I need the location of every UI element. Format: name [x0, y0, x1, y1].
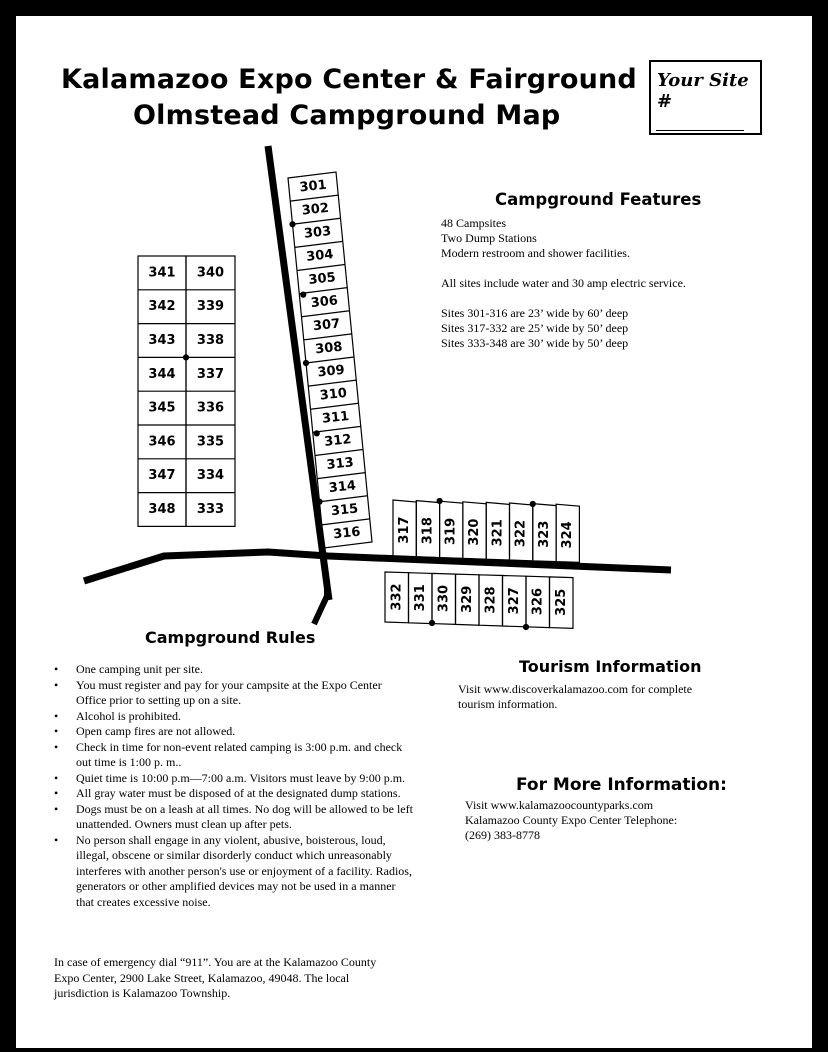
site-342: 342 [148, 299, 176, 315]
site-333: 333 [196, 502, 225, 517]
site-331: 331 [412, 584, 428, 612]
rule-text: One camping unit per site. [76, 662, 203, 676]
site-338: 338 [196, 333, 225, 348]
bullet: • [54, 677, 59, 692]
more-info-line: Kalamazoo County Expo Center Telephone: [465, 813, 678, 827]
site-328: 328 [483, 586, 499, 614]
site-304: 304 [305, 247, 335, 265]
tourism-text [458, 682, 692, 712]
rule-item [54, 662, 414, 678]
road-main-horizontal [84, 552, 671, 581]
site-332: 332 [389, 583, 405, 611]
site-324: 324 [560, 521, 576, 549]
rule-item [54, 678, 414, 709]
emergency-note: In case of emergency dial “911”. You are at the Kalamazoo County Expo Center, 2900 Lake Street, Kalamazoo, 49048. The local jurisdiction is Kalamazoo Township. [54, 955, 377, 1000]
marker-dot [530, 502, 535, 507]
site-335: 335 [196, 434, 225, 450]
rules-list [54, 662, 414, 910]
tourism-heading: Tourism Information [519, 657, 702, 676]
rule-text: Check in time for non-event related camping is 3:00 p.m. and check out time is 1:00 p. m.. [76, 739, 403, 769]
site-312: 312 [323, 432, 353, 450]
site-319: 319 [443, 517, 459, 545]
marker-dot [437, 499, 442, 504]
site-divider [290, 195, 338, 201]
bullet: • [54, 832, 59, 847]
site-divider [297, 265, 345, 271]
rule-item [54, 740, 414, 771]
site-303: 303 [303, 223, 332, 242]
site-315: 315 [330, 501, 359, 520]
site-317: 317 [397, 516, 413, 544]
rule-text: You must register and pay for your campsite at the Expo Center Office prior to setting up on a site. [76, 677, 382, 707]
site-311: 311 [321, 408, 350, 427]
site-divider [299, 288, 347, 294]
site-334: 334 [196, 468, 225, 484]
tourism-line: Visit www.discoverkalamazoo.com for complete [458, 682, 693, 696]
site-346: 346 [148, 434, 176, 450]
site-344: 344 [148, 366, 176, 382]
bullet: • [54, 770, 59, 785]
marker-dot [301, 292, 306, 297]
site-302: 302 [301, 200, 330, 219]
site-330: 330 [436, 584, 452, 613]
marker-dot [524, 625, 529, 630]
more-info-line: Visit www.kalamazoocountyparks.com [465, 798, 654, 812]
rule-item [54, 833, 414, 911]
site-divider [306, 357, 354, 363]
site-323: 323 [536, 520, 552, 548]
site-343: 343 [148, 333, 176, 348]
site-339: 339 [196, 299, 225, 315]
site-divider [293, 218, 341, 224]
site-divider [302, 311, 350, 317]
site-340: 340 [196, 265, 225, 281]
marker-dot [184, 355, 189, 360]
site-318: 318 [420, 517, 436, 545]
site-divider [295, 241, 343, 247]
features-list [441, 216, 686, 351]
site-325: 325 [553, 588, 569, 616]
site-column-301-316 [288, 172, 372, 548]
rule-text: Open camp fires are not allowed. [76, 724, 236, 738]
more-info-heading: For More Information: [516, 775, 727, 795]
site-row-317-324 [393, 499, 579, 563]
rule-text: No person shall engage in any violent, abusive, boisterous, loud, illegal, obscene or similar disorderly conduct which unreasonably interferes with another person's use or enjoyment of a facility. Radios, generators or other amplified devices may not be used in a manner that creates excessive noise. [76, 832, 412, 909]
site-347: 347 [148, 468, 176, 484]
site-divider [322, 519, 370, 525]
rule-text: Dogs must be on a leash at all times. No dog will be allowed to be left unattended. Owners must clean up after pets. [76, 801, 413, 831]
site-313: 313 [325, 455, 355, 473]
rule-item [54, 771, 414, 787]
more-info-text [465, 798, 677, 843]
site-308: 308 [314, 339, 344, 358]
feature-line: Two Dump Stations [441, 231, 537, 245]
site-327: 327 [506, 587, 522, 615]
site-divider [311, 403, 359, 409]
site-326: 326 [530, 587, 546, 616]
site-305: 305 [307, 270, 337, 288]
feature-line: Sites 333-348 are 30’ wide by 50’ deep [441, 336, 629, 350]
title-line-1: Kalamazoo Expo Center & Fairground [61, 64, 637, 95]
site-322: 322 [513, 519, 529, 548]
feature-spacer [441, 261, 686, 276]
feature-line: All sites include water and 30 amp electric service. [441, 276, 686, 290]
bullet: • [54, 786, 59, 800]
more-info-line: (269) 383-8778 [465, 828, 540, 842]
site-301: 301 [298, 177, 328, 196]
site-341: 341 [148, 265, 176, 281]
site-329: 329 [459, 585, 475, 613]
feature-line: Sites 317-332 are 25’ wide by 50’ deep [441, 321, 629, 335]
marker-dot [317, 499, 322, 504]
site-336: 336 [196, 400, 225, 416]
site-divider [304, 334, 352, 340]
site-row-332-325 [385, 572, 573, 630]
marker-dot [314, 431, 319, 436]
site-307: 307 [312, 316, 341, 335]
marker-dot [290, 222, 295, 227]
your-site-label: Your Site # [657, 70, 749, 112]
road-south-spur [314, 581, 327, 624]
site-divider [313, 426, 361, 432]
rule-text: Quiet time is 10:00 p.m—7:00 a.m. Visitors must leave by 9:00 p.m. [76, 770, 406, 785]
site-309: 309 [316, 362, 346, 381]
site-321: 321 [490, 519, 506, 547]
bullet: • [54, 662, 59, 676]
rule-item [54, 724, 414, 740]
bullet: • [54, 801, 59, 816]
site-306: 306 [310, 293, 339, 312]
feature-spacer [441, 291, 686, 306]
rule-item [54, 786, 414, 802]
site-314: 314 [328, 478, 357, 497]
rule-item [54, 709, 414, 725]
rule-item [54, 802, 414, 833]
feature-line: Modern restroom and shower facilities. [441, 246, 630, 260]
marker-dot [304, 361, 309, 366]
feature-line: Sites 301-316 are 23’ wide by 60’ deep [441, 306, 629, 320]
site-divider [315, 450, 363, 456]
features-heading: Campground Features [495, 190, 702, 209]
rule-text: Alcohol is prohibited. [76, 708, 181, 723]
title-line-2: Olmstead Campground Map [133, 100, 561, 131]
bullet: • [54, 708, 59, 723]
site-divider [317, 473, 365, 479]
site-310: 310 [319, 385, 348, 404]
site-grid-341-333 [138, 256, 235, 526]
site-320: 320 [467, 518, 483, 546]
bullet: • [54, 724, 59, 738]
rules-heading: Campground Rules [145, 628, 316, 647]
site-316: 316 [332, 524, 362, 543]
site-divider [308, 380, 356, 386]
campground-map [16, 16, 812, 656]
site-divider [320, 496, 368, 502]
campground-map-page [16, 16, 812, 1048]
site-345: 345 [148, 400, 176, 416]
tourism-line: tourism information. [458, 697, 558, 711]
feature-line: 48 Campsites [441, 216, 506, 230]
site-337: 337 [196, 366, 225, 382]
bullet: • [54, 739, 59, 754]
rule-text: All gray water must be disposed of at the designated dump stations. [76, 786, 401, 800]
marker-dot [430, 621, 435, 626]
site-348: 348 [148, 502, 176, 517]
